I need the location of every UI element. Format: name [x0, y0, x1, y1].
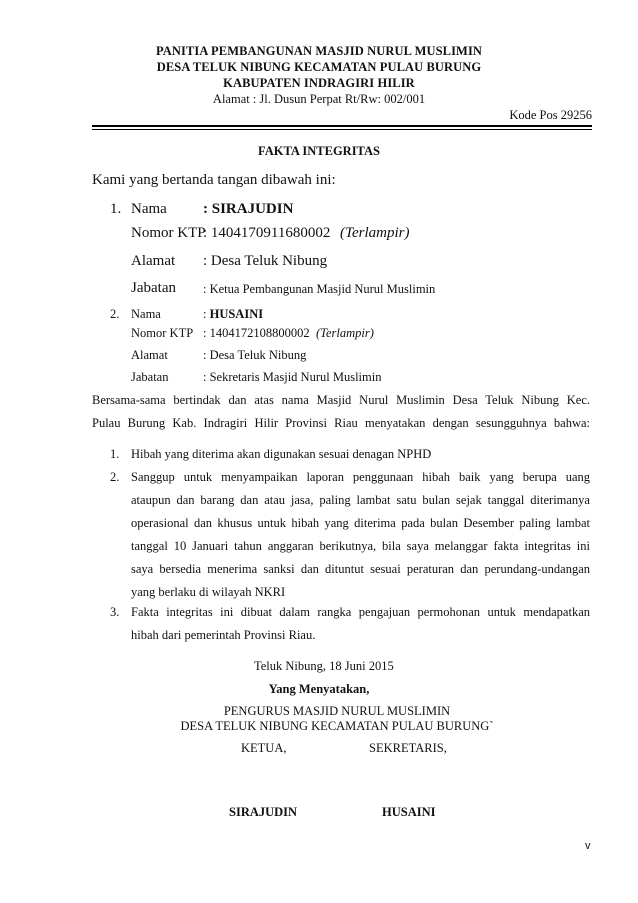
- signer-1-name-value: : SIRAJUDIN: [203, 201, 294, 217]
- signer-1-ktp-note: (Terlampir): [340, 225, 410, 241]
- letterhead-line-1: PANITIA PEMBANGUNAN MASJID NURUL MUSLIMIN: [155, 44, 483, 58]
- point-2-number: 2.: [110, 470, 120, 484]
- point-1-line-1: Hibah yang diterima akan digunakan sesuai denagan NPHD: [131, 447, 432, 461]
- signer-2-name-value: HUSAINI: [209, 307, 264, 321]
- point-2-line-1: Sanggup untuk menyampaikan laporan penggunaan hibah baik yang berupa uang: [131, 470, 590, 484]
- signer-2-position-value: : Sekretaris Masjid Nurul Muslimin: [203, 370, 382, 384]
- document-title: FAKTA INTEGRITAS: [258, 144, 380, 158]
- letterhead-line-3: KABUPATEN INDRAGIRI HILIR: [223, 76, 415, 90]
- point-3-number: 3.: [110, 605, 120, 619]
- signer-2-ktp-label: Nomor KTP: [131, 326, 194, 340]
- signer-2-name-colon: : HUSAINI: [203, 307, 264, 321]
- declarant-label: Yang Menyatakan,: [268, 682, 370, 696]
- point-2-line-4: tanggal 10 Januari tahun anggaran berikutnya, bila saya melanggar fakta integritas ini: [131, 539, 590, 553]
- name-right: HUSAINI: [382, 805, 436, 819]
- point-1-number: 1.: [110, 447, 120, 461]
- signer-2-address-label: Alamat: [131, 348, 168, 362]
- name-left: SIRAJUDIN: [229, 805, 298, 819]
- letterhead-line-2: DESA TELUK NIBUNG KECAMATAN PULAU BURUNG: [156, 60, 482, 74]
- role-left: KETUA,: [241, 741, 287, 755]
- signer-1-name-label: Nama: [131, 201, 167, 217]
- letterhead-rule-thick: [92, 125, 592, 127]
- statement-line-2: Pulau Burung Kab. Indragiri Hilir Provinsi Riau menyatakan dengan sesungguhnya bahwa:: [92, 416, 590, 430]
- signer-2-number: 2.: [110, 307, 120, 321]
- page-marker: v: [585, 840, 591, 852]
- signer-2-ktp-value: : 1404172108800002: [203, 326, 310, 340]
- intro-text: Kami yang bertanda tangan dibawah ini:: [92, 172, 336, 188]
- role-right: SEKRETARIS,: [369, 741, 447, 755]
- signer-2-address-value: : Desa Teluk Nibung: [203, 348, 307, 362]
- point-2-line-5: saya bersedia menerima sanksi dan dituntut sesuai peraturan dan perundang-undangan: [131, 562, 590, 576]
- letterhead-rule-thin: [92, 129, 592, 130]
- point-2-line-2: ataupun dan barang dan atau jasa, paling lambat satu bulan sejak tanggal diterimanya: [131, 493, 590, 507]
- letterhead-address: Alamat : Jl. Dusun Perpat Rt/Rw: 002/001: [212, 92, 426, 106]
- signer-1-position-label: Jabatan: [131, 280, 176, 296]
- statement-line-1: Bersama-sama bertindak dan atas nama Masjid Nurul Muslimin Desa Teluk Nibung Kec.: [92, 393, 590, 407]
- org-line-2: DESA TELUK NIBUNG KECAMATAN PULAU BURUNG`: [180, 719, 494, 733]
- signer-2-position-label: Jabatan: [131, 370, 169, 384]
- signer-1-number: 1.: [110, 201, 122, 217]
- signer-1-ktp-label: Nomor KTP: [131, 225, 206, 241]
- place-date: Teluk Nibung, 18 Juni 2015: [254, 659, 394, 673]
- signer-1-ktp-value: : 1404170911680002: [203, 225, 331, 241]
- point-2-line-6: yang berlaku di wilayah NKRI: [131, 585, 286, 599]
- signer-1-position-value: : Ketua Pembangunan Masjid Nurul Muslimin: [203, 282, 436, 296]
- signer-1-address-label: Alamat: [131, 253, 176, 269]
- signer-1-address-value: : Desa Teluk Nibung: [203, 253, 328, 269]
- postal-code: Kode Pos 29256: [509, 108, 592, 122]
- point-2-line-3: operasional dan khusus untuk hibah yang diterima pada bulan Desember paling lambat: [131, 516, 590, 530]
- point-3-line-2: hibah dari pemerintah Provinsi Riau.: [131, 628, 316, 642]
- point-3-line-1: Fakta integritas ini dibuat dalam rangka pengajuan permohonan untuk mendapatkan: [131, 605, 590, 619]
- org-line-1: PENGURUS MASJID NURUL MUSLIMIN: [223, 704, 451, 718]
- signer-2-ktp-note: (Terlampir): [316, 326, 374, 340]
- signer-2-name-label: Nama: [131, 307, 161, 321]
